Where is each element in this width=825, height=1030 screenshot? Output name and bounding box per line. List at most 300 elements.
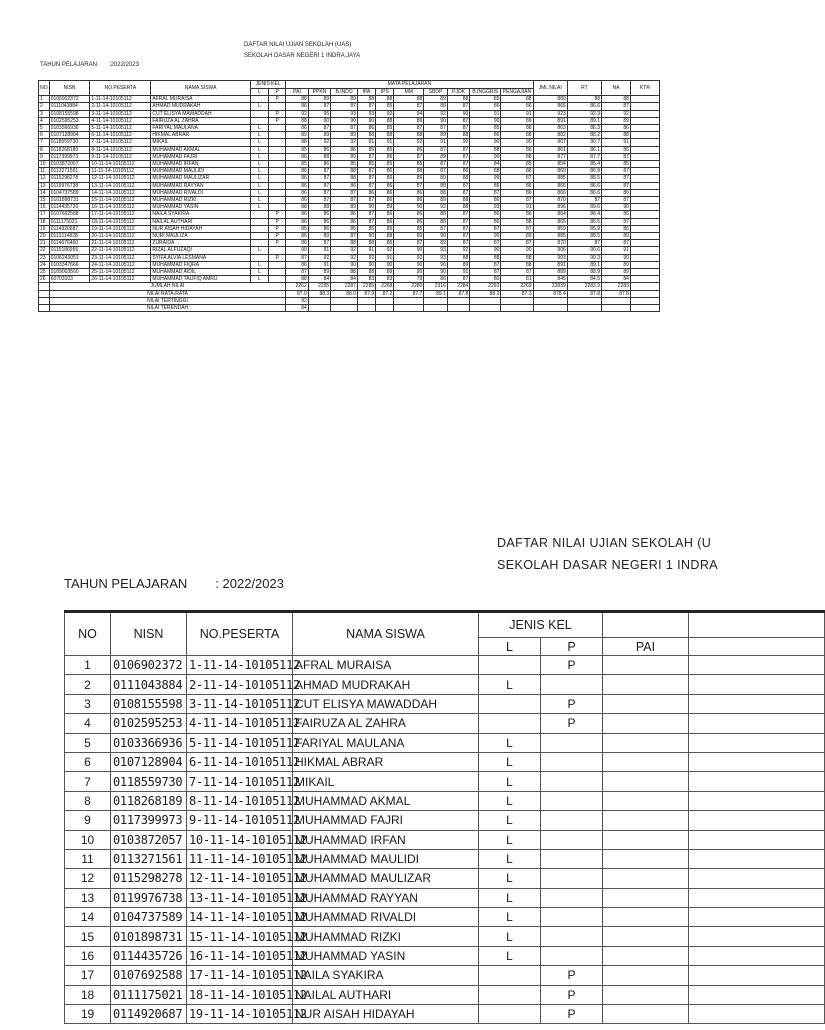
cell-score: 90 bbox=[470, 153, 501, 160]
cell-score: 92 bbox=[376, 110, 394, 117]
cell-ktr bbox=[630, 117, 659, 124]
cell-rt: 89.6 bbox=[567, 204, 601, 211]
cell-score: 92 bbox=[447, 247, 469, 254]
cell-score: 85 bbox=[376, 103, 394, 110]
cell-rt: 90.7 bbox=[567, 139, 601, 146]
cell-no: 25 bbox=[39, 269, 50, 276]
cell-score: 87 bbox=[447, 233, 469, 240]
zoom-table-row bbox=[65, 966, 825, 985]
zoom-cell-peserta: 2-11-14-10105112 bbox=[187, 675, 293, 694]
cell-gender-l bbox=[250, 96, 268, 103]
zoom-cell-gender-l bbox=[479, 966, 541, 985]
summary-score: 87.8 bbox=[447, 290, 469, 297]
zoom-cell-peserta: 1-11-14-10105112 bbox=[187, 656, 293, 675]
cell-blank bbox=[308, 297, 330, 304]
cell-score: 91 bbox=[376, 139, 394, 146]
cell-score: 83 bbox=[376, 276, 394, 283]
cell-peserta: 4-11-14-10105112 bbox=[90, 117, 151, 124]
zoom-table-row bbox=[65, 714, 825, 733]
zoom-cell-nisn: 0104737589 bbox=[111, 908, 187, 927]
cell-score: 87 bbox=[447, 161, 469, 168]
cell-gender-p: P bbox=[269, 240, 286, 247]
cell-nama: MUHAMMAD AIDIL bbox=[151, 269, 251, 276]
zoom-header-l: L bbox=[479, 638, 541, 656]
zoom-cell-nisn: 0111175021 bbox=[111, 985, 187, 1004]
zoom-header-nisn: NISN bbox=[111, 612, 187, 656]
cell-score: 87 bbox=[308, 103, 330, 110]
cell-blank bbox=[602, 297, 631, 304]
cell-blank bbox=[533, 297, 567, 304]
zoom-table-row bbox=[65, 1005, 825, 1024]
zoom-table-row bbox=[65, 869, 825, 888]
cell-no: 19 bbox=[39, 225, 50, 232]
cell-blank bbox=[630, 283, 659, 290]
table-row bbox=[39, 182, 660, 189]
cell-blank bbox=[630, 297, 659, 304]
cell-score: 95 bbox=[308, 110, 330, 117]
cell-score: 86 bbox=[394, 197, 424, 204]
cell-blank bbox=[39, 297, 50, 304]
summary-jml-nilai: 22839 bbox=[533, 283, 567, 290]
summary-score: 88.2 bbox=[470, 290, 501, 297]
header-na: NA bbox=[602, 81, 631, 96]
cell-gender-p: P bbox=[269, 96, 286, 103]
cell-jml-nilai: 903 bbox=[533, 254, 567, 261]
cell-score: 86 bbox=[501, 211, 533, 218]
summary-score: 2284 bbox=[447, 283, 469, 290]
cell-gender-p bbox=[269, 175, 286, 182]
zoom-cell-gender-p bbox=[541, 908, 603, 927]
cell-gender-p bbox=[269, 139, 286, 146]
cell-ktr bbox=[630, 103, 659, 110]
cell-gender-l: L bbox=[250, 132, 268, 139]
zoom-cell-pai bbox=[603, 656, 689, 675]
zoom-table-row bbox=[65, 752, 825, 771]
summary-label: NILAI TERENDAH bbox=[49, 305, 286, 312]
cell-jml-nilai: 845 bbox=[533, 276, 567, 283]
cell-no: 21 bbox=[39, 240, 50, 247]
cell-score: 86 bbox=[286, 103, 308, 110]
cell-score: 88 bbox=[394, 168, 424, 175]
cell-score: 88 bbox=[394, 132, 424, 139]
cell-score: 87 bbox=[447, 189, 469, 196]
zoom-cell-blank bbox=[689, 849, 825, 868]
cell-nisn: 0107692588 bbox=[49, 211, 90, 218]
zoom-cell-blank bbox=[689, 675, 825, 694]
cell-no: 23 bbox=[39, 254, 50, 261]
cell-score: 90 bbox=[331, 261, 358, 268]
zoomed-view bbox=[0, 520, 768, 1024]
zoom-cell-nama: MIKAIL bbox=[293, 772, 479, 791]
zoom-cell-pai bbox=[603, 830, 689, 849]
cell-score: 86 bbox=[394, 211, 424, 218]
zoom-cell-peserta: 14-11-14-10105112 bbox=[187, 908, 293, 927]
cell-score: 87 bbox=[424, 146, 448, 153]
cell-score: 86 bbox=[331, 211, 358, 218]
cell-score: 86 bbox=[470, 197, 501, 204]
cell-na: 85 bbox=[602, 161, 631, 168]
zoom-cell-gender-l bbox=[479, 985, 541, 1004]
cell-ktr bbox=[630, 153, 659, 160]
cell-score: 89 bbox=[286, 132, 308, 139]
summary-pai: 84 bbox=[286, 305, 308, 312]
cell-rt: 88.2 bbox=[567, 132, 601, 139]
cell-peserta: 13-11-14-10105112 bbox=[90, 182, 151, 189]
header-subject: SBDP bbox=[424, 89, 448, 96]
cell-nama: NAILAL AUTHARI bbox=[151, 218, 251, 225]
zoom-cell-pai bbox=[603, 985, 689, 1004]
header-subject: B.INDO bbox=[331, 89, 358, 96]
cell-score: 81 bbox=[501, 276, 533, 283]
cell-jml-nilai: 859 bbox=[533, 225, 567, 232]
zoom-cell-pai bbox=[603, 791, 689, 810]
cell-score: 86 bbox=[424, 276, 448, 283]
cell-score: 85 bbox=[286, 161, 308, 168]
cell-score: 87 bbox=[357, 103, 375, 110]
zoom-cell-nisn: 0103872057 bbox=[111, 830, 187, 849]
zoom-cell-gender-p: P bbox=[541, 694, 603, 713]
zoom-cell-gender-p bbox=[541, 675, 603, 694]
cell-score: 86 bbox=[470, 182, 501, 189]
zoom-cell-nama: MUHAMMAD MAULIZAR bbox=[293, 869, 479, 888]
cell-score: 88 bbox=[308, 153, 330, 160]
cell-score: 92 bbox=[394, 254, 424, 261]
zoom-cell-nisn: 0106902372 bbox=[111, 656, 187, 675]
zoom-cell-blank bbox=[689, 791, 825, 810]
cell-gender-p bbox=[269, 168, 286, 175]
cell-score: 85 bbox=[376, 225, 394, 232]
cell-na: 91 bbox=[602, 139, 631, 146]
cell-rt: 86.5 bbox=[567, 218, 601, 225]
cell-blank bbox=[357, 305, 375, 312]
cell-gender-p bbox=[269, 132, 286, 139]
cell-rt: 86.4 bbox=[567, 211, 601, 218]
zoom-cell-no: 16 bbox=[65, 946, 111, 965]
cell-score: 86 bbox=[357, 125, 375, 132]
cell-score: 87 bbox=[331, 189, 358, 196]
cell-blank bbox=[376, 305, 394, 312]
zoom-cell-no: 17 bbox=[65, 966, 111, 985]
cell-rt: 86.3 bbox=[567, 125, 601, 132]
cell-nama: MUHAMMAD YASIN bbox=[151, 204, 251, 211]
cell-nisn: 0118268189 bbox=[49, 146, 90, 153]
cell-score: 85 bbox=[376, 125, 394, 132]
cell-score: 88 bbox=[357, 240, 375, 247]
header-subject: IPS bbox=[376, 89, 394, 96]
cell-score: 87 bbox=[470, 269, 501, 276]
cell-score: 86 bbox=[286, 189, 308, 196]
zoom-cell-peserta: 5-11-14-10105112 bbox=[187, 733, 293, 752]
cell-score: 88 bbox=[331, 240, 358, 247]
cell-blank bbox=[501, 297, 533, 304]
zoom-header-no: NO bbox=[65, 612, 111, 656]
cell-score: 86 bbox=[376, 175, 394, 182]
cell-na: 89 bbox=[602, 261, 631, 268]
zoom-cell-nisn: 0107692588 bbox=[111, 966, 187, 985]
cell-ktr bbox=[630, 247, 659, 254]
cell-no: 24 bbox=[39, 261, 50, 268]
cell-gender-l: L bbox=[250, 269, 268, 276]
zoom-cell-no: 4 bbox=[65, 714, 111, 733]
cell-score: 85 bbox=[470, 125, 501, 132]
cell-nama: AFRAL MURAISA bbox=[151, 96, 251, 103]
cell-score: 91 bbox=[357, 247, 375, 254]
cell-ktr bbox=[630, 125, 659, 132]
cell-nama: AHMAD MUDRAKAH bbox=[151, 103, 251, 110]
cell-score: 87 bbox=[357, 197, 375, 204]
cell-ktr bbox=[630, 276, 659, 283]
zoom-cell-gender-p bbox=[541, 752, 603, 771]
summary-score: 2280 bbox=[394, 283, 424, 290]
cell-score: 89 bbox=[376, 269, 394, 276]
zoom-cell-blank bbox=[689, 656, 825, 675]
cell-score: 91 bbox=[470, 110, 501, 117]
cell-score: 86 bbox=[376, 197, 394, 204]
cell-blank bbox=[357, 297, 375, 304]
header-jml-nilai: JML NILAI bbox=[533, 81, 567, 96]
cell-score: 88 bbox=[424, 103, 448, 110]
cell-gender-p bbox=[269, 261, 286, 268]
cell-nama: ZURAIDA bbox=[151, 240, 251, 247]
summary-label: NILAI TERTINGGI bbox=[49, 297, 286, 304]
cell-score: 93 bbox=[424, 247, 448, 254]
zoom-cell-blank bbox=[689, 1005, 825, 1024]
cell-score: 88 bbox=[424, 182, 448, 189]
cell-score: 90 bbox=[424, 269, 448, 276]
zoom-cell-gender-p: P bbox=[541, 985, 603, 1004]
zoom-header-pai: PAI bbox=[603, 638, 689, 656]
summary-rt: 87.8 bbox=[567, 290, 601, 297]
cell-no: 8 bbox=[39, 146, 50, 153]
cell-peserta: 20-11-14-10105112 bbox=[90, 233, 151, 240]
cell-score: 86 bbox=[376, 211, 394, 218]
cell-score: 88 bbox=[331, 168, 358, 175]
cell-gender-l: L bbox=[250, 175, 268, 182]
cell-score: 90 bbox=[447, 110, 469, 117]
cell-score: 87 bbox=[394, 125, 424, 132]
cell-score: 90 bbox=[394, 261, 424, 268]
cell-na: 89 bbox=[602, 233, 631, 240]
table-row bbox=[39, 175, 660, 182]
cell-score: 87 bbox=[501, 269, 533, 276]
cell-rt: 88.5 bbox=[567, 175, 601, 182]
cell-gender-p bbox=[269, 204, 286, 211]
cell-score: 89 bbox=[331, 153, 358, 160]
summary-jml-nilai: 878.4 bbox=[533, 290, 567, 297]
cell-jml-nilai: 889 bbox=[533, 269, 567, 276]
cell-nama: CUT ELISYA MAWADDAH bbox=[151, 110, 251, 117]
cell-blank bbox=[394, 297, 424, 304]
cell-score: 91 bbox=[308, 261, 330, 268]
zoom-cell-blank bbox=[689, 985, 825, 1004]
table-row bbox=[39, 254, 660, 261]
cell-nisn: 0103366936 bbox=[49, 125, 90, 132]
zoom-cell-pai bbox=[603, 966, 689, 985]
cell-score: 86 bbox=[286, 197, 308, 204]
cell-nama: MUHAMMAD AKMAL bbox=[151, 146, 251, 153]
cell-blank bbox=[39, 290, 50, 297]
zoom-cell-blank bbox=[689, 888, 825, 907]
cell-blank bbox=[39, 283, 50, 290]
cell-score: 86 bbox=[501, 103, 533, 110]
cell-rt: 88.9 bbox=[567, 269, 601, 276]
cell-score: 86 bbox=[376, 153, 394, 160]
cell-blank bbox=[424, 305, 448, 312]
cell-score: 84 bbox=[308, 276, 330, 283]
header-no: NO bbox=[39, 81, 50, 96]
cell-rt: 87 bbox=[567, 240, 601, 247]
cell-score: 86 bbox=[501, 168, 533, 175]
cell-nisn: 0111175021 bbox=[49, 218, 90, 225]
zoom-cell-gender-p: P bbox=[541, 966, 603, 985]
zoom-cell-blank bbox=[689, 752, 825, 771]
cell-score: 85 bbox=[331, 225, 358, 232]
cell-nisn: 0114676460 bbox=[49, 240, 90, 247]
cell-no: 7 bbox=[39, 139, 50, 146]
summary-score: 2287 bbox=[331, 283, 358, 290]
cell-score: 90 bbox=[470, 233, 501, 240]
cell-gender-p bbox=[269, 189, 286, 196]
cell-score: 86 bbox=[501, 189, 533, 196]
zoom-cell-peserta: 19-11-14-10105112 bbox=[187, 1005, 293, 1024]
table-row bbox=[39, 125, 660, 132]
cell-ktr bbox=[630, 240, 659, 247]
header-p: P bbox=[269, 89, 286, 96]
cell-score: 86 bbox=[447, 168, 469, 175]
cell-na: 87 bbox=[602, 168, 631, 175]
zoom-cell-pai bbox=[603, 888, 689, 907]
cell-gender-p bbox=[269, 247, 286, 254]
zoom-cell-nama: MUHAMMAD RIVALDI bbox=[293, 908, 479, 927]
cell-score: 87 bbox=[308, 197, 330, 204]
cell-blank bbox=[567, 305, 601, 312]
cell-peserta: 14-11-14-10105112 bbox=[90, 189, 151, 196]
zoom-cell-no: 8 bbox=[65, 791, 111, 810]
zoom-cell-gender-l: L bbox=[479, 869, 541, 888]
cell-nama: MUHAMMAD RIZKI bbox=[151, 197, 251, 204]
cell-peserta: 6-11-14-10105112 bbox=[90, 132, 151, 139]
cell-na: 87 bbox=[602, 240, 631, 247]
zoom-cell-gender-l bbox=[479, 694, 541, 713]
cell-gender-l: L bbox=[250, 146, 268, 153]
cell-score: 86 bbox=[357, 189, 375, 196]
zoom-cell-gender-p bbox=[541, 733, 603, 752]
zoom-cell-nisn: 0111043884 bbox=[111, 675, 187, 694]
cell-score: 87 bbox=[424, 125, 448, 132]
zoom-cell-no: 11 bbox=[65, 849, 111, 868]
cell-nama: RIZAL ALFUZAQI bbox=[151, 247, 251, 254]
cell-score: 90 bbox=[394, 204, 424, 211]
cell-ktr bbox=[630, 233, 659, 240]
cell-ktr bbox=[630, 218, 659, 225]
cell-ktr bbox=[630, 175, 659, 182]
zoom-header-blank-3 bbox=[689, 638, 825, 656]
cell-rt: 84.5 bbox=[567, 276, 601, 283]
cell-gender-l: L bbox=[250, 261, 268, 268]
cell-na: 87 bbox=[602, 182, 631, 189]
zoom-table-row bbox=[65, 772, 825, 791]
zoom-header-nama: NAMA SISWA bbox=[293, 612, 479, 656]
cell-blank bbox=[630, 305, 659, 312]
cell-nisn: 0115186955 bbox=[49, 247, 90, 254]
cell-peserta: 1-11-14-10105112 bbox=[90, 96, 151, 103]
cell-blank bbox=[424, 297, 448, 304]
cell-na: 86 bbox=[602, 189, 631, 196]
zoom-cell-gender-p bbox=[541, 791, 603, 810]
cell-jml-nilai: 923 bbox=[533, 110, 567, 117]
cell-score: 87 bbox=[501, 197, 533, 204]
header-mata-pelajaran: MATA PELAJARAN bbox=[286, 81, 533, 89]
zoom-cell-gender-l bbox=[479, 714, 541, 733]
cell-score: 88 bbox=[286, 204, 308, 211]
cell-score: 89 bbox=[424, 197, 448, 204]
cell-gender-l: L bbox=[250, 276, 268, 283]
cell-score: 87 bbox=[308, 168, 330, 175]
cell-score: 86 bbox=[394, 146, 424, 153]
cell-score: 86 bbox=[394, 189, 424, 196]
summary-row bbox=[39, 290, 660, 297]
table-row bbox=[39, 146, 660, 153]
zoom-cell-nama: CUT ELISYA MAWADDAH bbox=[293, 694, 479, 713]
table-row bbox=[39, 153, 660, 160]
summary-rt: 2283.9 bbox=[567, 283, 601, 290]
header-subject: PJOK bbox=[447, 89, 469, 96]
zoom-cell-gender-p bbox=[541, 830, 603, 849]
cell-jml-nilai: 870 bbox=[533, 197, 567, 204]
cell-na: 84 bbox=[602, 276, 631, 283]
cell-score: 91 bbox=[424, 139, 448, 146]
cell-ktr bbox=[630, 197, 659, 204]
zoom-cell-gender-p: P bbox=[541, 1005, 603, 1024]
cell-nama: MUHAMMAD MAULIZAR bbox=[151, 175, 251, 182]
cell-score: 90 bbox=[470, 117, 501, 124]
cell-blank bbox=[331, 305, 358, 312]
cell-score: 86 bbox=[308, 218, 330, 225]
cell-na: 88 bbox=[602, 96, 631, 103]
cell-score: 85 bbox=[331, 161, 358, 168]
cell-gender-p bbox=[269, 161, 286, 168]
zoom-cell-nama: MUHAMMAD RIZKI bbox=[293, 927, 479, 946]
cell-rt: 86.6 bbox=[567, 103, 601, 110]
cell-blank bbox=[447, 305, 469, 312]
cell-nama: FAIRUZA AL ZAHRA bbox=[151, 117, 251, 124]
cell-jml-nilai: 866 bbox=[533, 103, 567, 110]
cell-score: 84 bbox=[331, 276, 358, 283]
cell-score: 86 bbox=[470, 218, 501, 225]
zoom-cell-gender-l: L bbox=[479, 791, 541, 810]
zoom-cell-no: 14 bbox=[65, 908, 111, 927]
zoom-cell-nisn: 0113271561 bbox=[111, 849, 187, 868]
cell-jml-nilai: 877 bbox=[533, 153, 567, 160]
cell-blank bbox=[331, 297, 358, 304]
zoom-cell-blank bbox=[689, 772, 825, 791]
zoom-cell-nisn: 0103366936 bbox=[111, 733, 187, 752]
cell-gender-p bbox=[269, 153, 286, 160]
cell-score: 88 bbox=[286, 139, 308, 146]
table-row bbox=[39, 276, 660, 283]
zoom-cell-nisn: 0107128904 bbox=[111, 752, 187, 771]
zoom-cell-pai bbox=[603, 811, 689, 830]
cell-peserta: 17-11-14-10105112 bbox=[90, 211, 151, 218]
cell-nisn: 0106243051 bbox=[49, 254, 90, 261]
cell-score: 86 bbox=[308, 161, 330, 168]
zoom-cell-no: 12 bbox=[65, 869, 111, 888]
cell-score: 87 bbox=[447, 182, 469, 189]
cell-na: 87 bbox=[602, 153, 631, 160]
zoom-cell-blank bbox=[689, 869, 825, 888]
school-year bbox=[40, 61, 139, 69]
zoom-table-row bbox=[65, 656, 825, 675]
